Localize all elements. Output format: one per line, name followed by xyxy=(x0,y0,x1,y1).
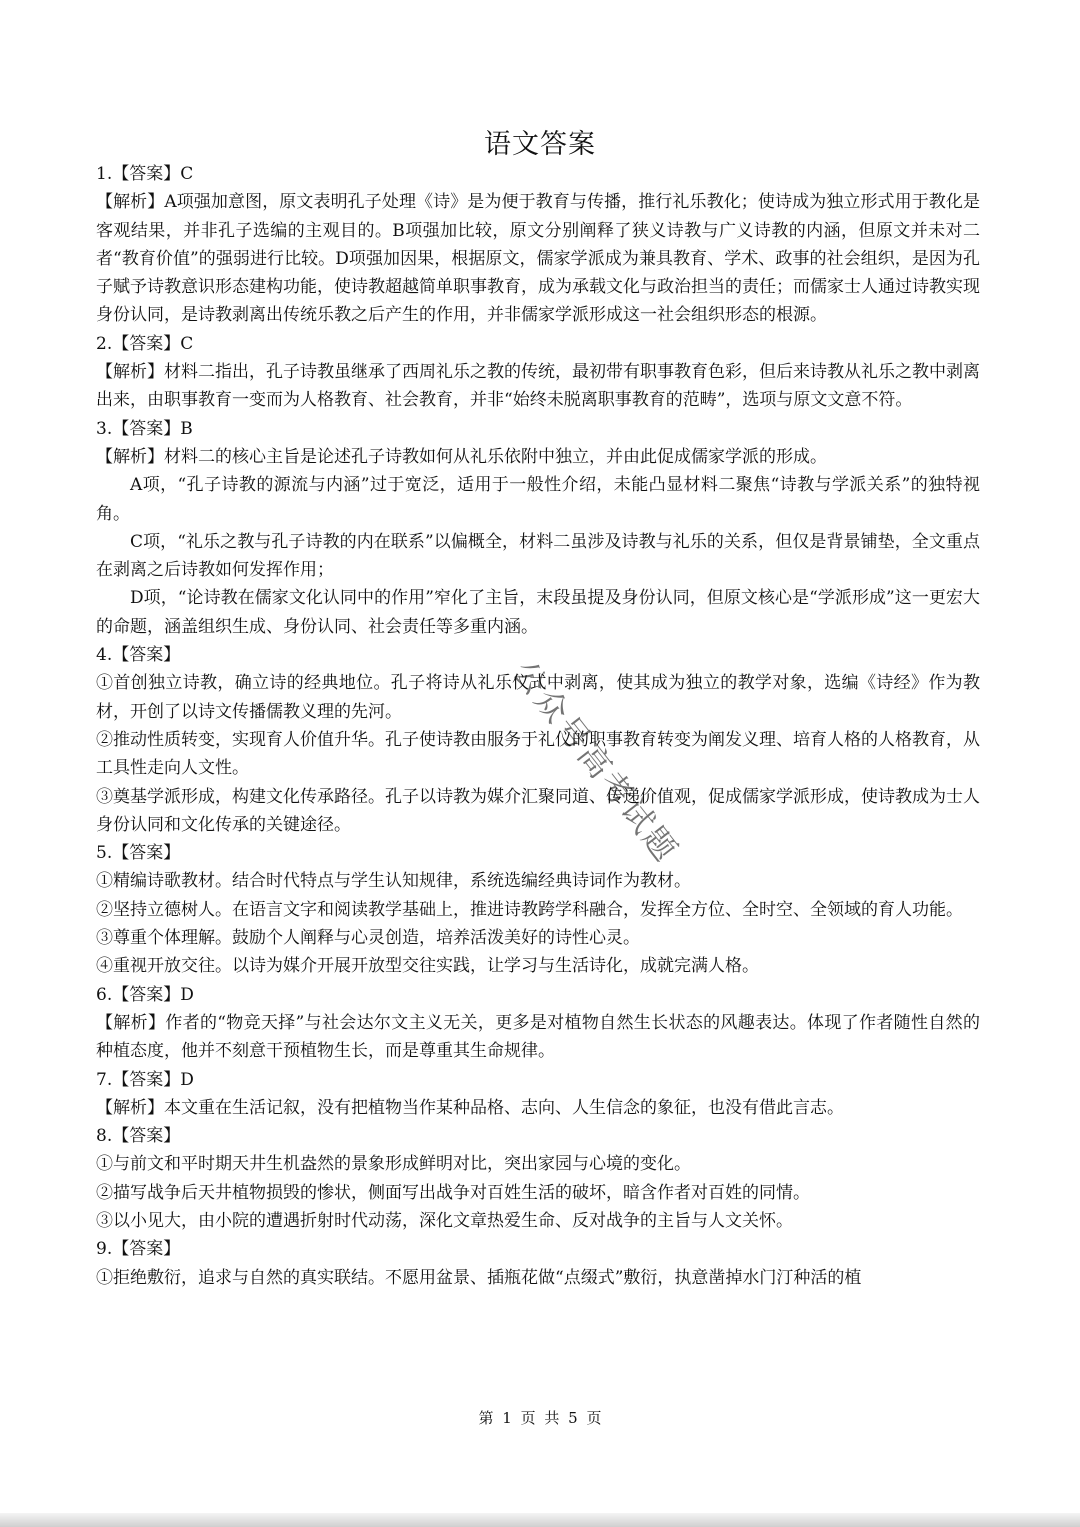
paragraph: 【解析】材料二指出，孔子诗教虽继承了西周礼乐之教的传统，最初带有职事教育色彩，但后来诗教从礼乐之教中剥离出来，由职事教育一变而为人格教育、社会教育，并非“始终未脱离职事教育的范畴”，选项与原文文意不符。 xyxy=(96,362,980,411)
watermark: 公众号高考试题 xyxy=(505,653,687,871)
page-bottom-edge xyxy=(0,1513,1080,1527)
paragraph: ①与前文和平时期天井生机盎然的景象形成鲜明对比，突出家园与心境的变化。 xyxy=(96,1154,691,1175)
paragraph: C项，“礼乐之教与孔子诗教的内在联系”以偏概全，材料二虽涉及诗教与礼乐的关系，但仅是背景铺垫，全文重点在剥离之后诗教如何发挥作用； xyxy=(96,531,980,581)
page-title: 语文答案 xyxy=(484,129,596,160)
paragraph: 4.【答案】 xyxy=(96,645,181,666)
paragraph: 【解析】本文重在生活记叙，没有把植物当作某种品格、志向、人生信念的象征，也没有借此言志。 xyxy=(96,1097,844,1118)
paragraph: D项，“论诗教在儒家文化认同中的作用”窄化了主旨，末段虽提及身份认同，但原文核心是“学派形成”这一更宏大的命题，涵盖组织生成、身份认同、社会责任等多重内涵。 xyxy=(96,588,980,637)
paragraph: A项，“孔子诗教的源流与内涵”过于宽泛，适用于一般性介绍，未能凸显材料二聚焦“诗教与学派关系”的独特视角。 xyxy=(96,475,980,524)
paragraph: ②推动性质转变，实现育人价值升华。孔子使诗教由服务于礼仪的职事教育转变为阐发义理、培育人格的人格教育，从工具性走向人文性。 xyxy=(96,729,980,779)
paragraph: ③奠基学派形成，构建文化传承路径。孔子以诗教为媒介汇聚同道、传递价值观，促成儒家学派形成，使诗教成为士人身份认同和文化传承的关键途径。 xyxy=(96,786,980,835)
paragraph: ①拒绝敷衍，追求与自然的真实联结。不愿用盆景、插瓶花做“点缀式”敷衍，执意凿掉水门汀种活的植 xyxy=(96,1267,862,1288)
paragraph: ②描写战争后天井植物损毁的惨状，侧面写出战争对百姓生活的破坏，暗含作者对百姓的同情。 xyxy=(96,1182,810,1203)
paragraph: ③尊重个体理解。鼓励个人阐释与心灵创造，培养活泼美好的诗性心灵。 xyxy=(96,928,640,949)
paragraph: 6.【答案】D xyxy=(96,984,194,1005)
paragraph: 8.【答案】 xyxy=(96,1126,181,1147)
paragraph: 9.【答案】 xyxy=(96,1239,181,1260)
paragraph: ④重视开放交往。以诗为媒介开展开放型交往实践，让学习与生活诗化，成就完满人格。 xyxy=(96,956,759,977)
answer-content xyxy=(96,160,980,1292)
paragraph: 7.【答案】D xyxy=(96,1069,194,1090)
paragraph: ①首创独立诗教，确立诗的经典地位。孔子将诗从礼乐仪式中剥离，使其成为独立的教学对象，选编《诗经》作为教材，开创了以诗文传播儒教义理的先河。 xyxy=(96,673,980,722)
paragraph: ③以小见大，由小院的遭遇折射时代动荡，深化文章热爱生命、反对战争的主旨与人文关怀。 xyxy=(96,1210,793,1231)
paragraph: 1.【答案】C xyxy=(96,164,194,184)
paragraph: 2.【答案】C xyxy=(96,333,194,354)
paragraph: 3.【答案】B xyxy=(96,418,193,439)
page-footer: 第 1 页 共 5 页 xyxy=(478,1409,602,1427)
paragraph: 5.【答案】 xyxy=(96,843,181,864)
paragraph: ①精编诗歌教材。结合时代特点与学生认知规律，系统选编经典诗词作为教材。 xyxy=(96,871,691,892)
paragraph: 【解析】作者的“物竞天择”与社会达尔文主义无关，更多是对植物自然生长状态的风趣表达。体现了作者随性自然的种植态度，他并不刻意干预植物生长，而是尊重其生命规律。 xyxy=(96,1012,980,1062)
paragraph: 【解析】A项强加意图，原文表明孔子处理《诗》是为便于教育与传播，推行礼乐教化；使诗成为独立形式用于教化是客观结果，并非孔子选编的主观目的。B项强加比较，原文分别阐释了狭义诗教与广义诗教的内涵，但原文并未对二者“教育价值”的强弱进行比较。D项强加因果，根据原文，儒家学派成为兼具教育、学术、政事的社会组织，是因为孔子赋予诗教意识形态建构功能，使诗教超越简单职事教育，成为承载文化与政治担当的责任；而儒家士人通过诗教实现身份认同，是诗教剥离出传统乐教之后产生的作用，并非儒家学派形成这一社会组织形态的根源。 xyxy=(96,192,980,326)
paragraph: 【解析】材料二的核心主旨是论述孔子诗教如何从礼乐依附中独立，并由此促成儒家学派的形成。 xyxy=(96,446,827,467)
paragraph: ②坚持立德树人。在语言文字和阅读教学基础上，推进诗教跨学科融合，发挥全方位、全时空、全领域的育人功能。 xyxy=(96,899,963,920)
